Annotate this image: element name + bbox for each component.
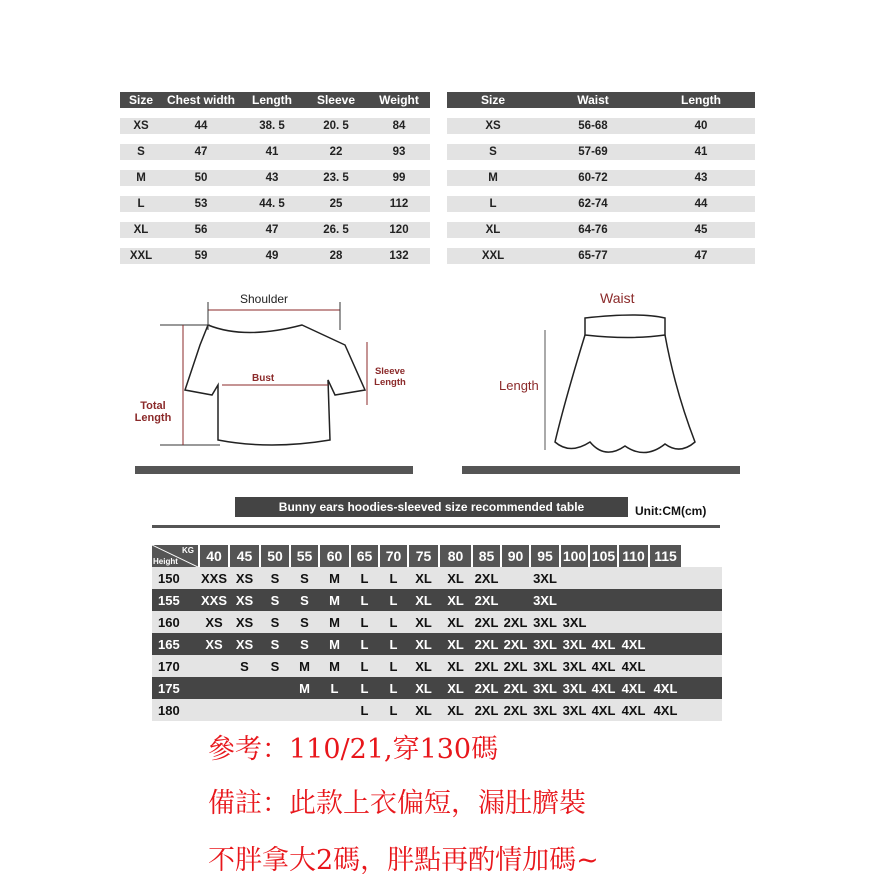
size-cell: XS	[235, 636, 254, 652]
size-cell: 2XL	[474, 636, 499, 652]
table-cell: 62-74	[578, 198, 608, 210]
skirt-diagram-icon	[540, 310, 750, 460]
size-cell: 3XL	[533, 592, 557, 608]
size-cell: XL	[415, 702, 432, 718]
size-cell: XS	[235, 614, 254, 630]
table-row	[447, 118, 755, 134]
height-cell: 170	[158, 658, 180, 674]
length-label: Length	[499, 378, 539, 393]
height-cell: 165	[158, 636, 180, 652]
size-cell: XS	[235, 570, 254, 586]
size-cell: S	[270, 658, 280, 674]
table-row	[152, 589, 722, 611]
total-length-label: Total Length	[134, 400, 172, 424]
size-cell: 4XL	[621, 636, 646, 652]
top-size-table	[120, 92, 430, 264]
weight-header: 105	[590, 545, 617, 567]
table-cell: 41	[694, 146, 708, 158]
table-cell: 26. 5	[323, 224, 349, 236]
size-cell: L	[389, 636, 398, 652]
size-cell: 2XL	[474, 592, 499, 608]
size-cell: XL	[447, 702, 464, 718]
size-cell: 2XL	[503, 702, 528, 718]
size-cell: S	[300, 636, 309, 652]
table-cell: XXL	[129, 250, 153, 262]
weight-header: 75	[409, 545, 438, 567]
size-cell: XL	[447, 658, 464, 674]
size-cell: L	[389, 570, 398, 586]
table-row	[152, 655, 722, 677]
table-cell: 56-68	[578, 120, 608, 132]
unit-label: Unit:CM(cm)	[635, 504, 707, 518]
table-row	[152, 633, 722, 655]
table-cell: XL	[485, 224, 501, 236]
size-cell: L	[389, 702, 398, 718]
size-cell: 3XL	[562, 636, 587, 652]
header-cell: Waist	[577, 93, 609, 107]
weight-header: 85	[473, 545, 500, 567]
weight-header: 90	[502, 545, 529, 567]
size-cell: L	[360, 570, 369, 586]
table-header	[447, 92, 755, 108]
weight-header: 70	[380, 545, 407, 567]
size-cell: 4XL	[621, 702, 646, 718]
table-cell: 25	[329, 198, 343, 210]
table-cell: 50	[194, 172, 208, 184]
table-cell: 44	[694, 198, 708, 210]
recommend-title: Bunny ears hoodies-sleeved size recommended table	[235, 497, 628, 517]
size-cell: L	[360, 702, 369, 718]
table-row	[447, 248, 755, 264]
table-cell: XL	[133, 224, 149, 236]
table-cell: 28	[329, 250, 343, 262]
note-remark: 備註：此款上衣偏短，漏肚臍裝	[208, 788, 586, 819]
waist-label: Waist	[600, 290, 635, 306]
size-cell: XL	[415, 570, 432, 586]
table-cell: 65-77	[578, 250, 608, 262]
table-cell: 45	[694, 224, 708, 236]
size-cell: L	[360, 658, 369, 674]
weight-header: 115	[650, 545, 681, 567]
divider	[152, 525, 720, 528]
size-cell: XL	[447, 592, 464, 608]
table-cell: L	[137, 198, 145, 210]
size-cell: 4XL	[621, 658, 646, 674]
table-row	[120, 248, 430, 264]
weight-header: 95	[531, 545, 559, 567]
table-cell: L	[489, 198, 497, 210]
weight-header: 100	[561, 545, 588, 567]
size-cell: XL	[447, 636, 464, 652]
size-cell: L	[360, 592, 369, 608]
table-row	[152, 611, 722, 633]
size-cell: S	[300, 570, 309, 586]
size-cell: L	[330, 680, 339, 696]
table-cell: M	[488, 172, 498, 184]
size-cell: 2XL	[474, 614, 499, 630]
table-row	[447, 144, 755, 160]
size-cell: S	[270, 614, 280, 630]
table-row	[447, 196, 755, 212]
height-cell: 155	[158, 592, 180, 608]
table-row	[152, 677, 722, 699]
size-cell: 3XL	[562, 702, 587, 718]
size-cell: M	[299, 658, 310, 674]
table-cell: 40	[694, 120, 708, 132]
table-cell: 23. 5	[323, 172, 349, 184]
table-cell: 38. 5	[259, 120, 285, 132]
size-cell: 2XL	[503, 658, 528, 674]
table-cell: 112	[389, 198, 409, 210]
size-cell: 3XL	[562, 658, 587, 674]
table-cell: 20. 5	[323, 120, 349, 132]
size-cell: L	[360, 680, 369, 696]
size-cell: 4XL	[591, 636, 616, 652]
corner-cell	[152, 545, 198, 567]
size-cell: XL	[415, 658, 432, 674]
table-cell: S	[137, 146, 145, 158]
size-cell: XL	[447, 570, 464, 586]
size-cell: 3XL	[533, 702, 557, 718]
size-cell: 3XL	[533, 658, 557, 674]
size-cell: XL	[447, 680, 464, 696]
size-cell: S	[300, 614, 309, 630]
table-cell: 53	[194, 198, 208, 210]
size-cell: 3XL	[562, 614, 587, 630]
table-cell: XXL	[481, 250, 505, 262]
table-cell: 47	[694, 250, 708, 262]
size-cell: M	[299, 680, 310, 696]
size-cell: L	[389, 614, 398, 630]
table-cell: 44	[194, 120, 208, 132]
recommend-table	[152, 545, 722, 721]
table-cell: 49	[265, 250, 279, 262]
shoulder-label: Shoulder	[240, 292, 289, 306]
kg-label: KG	[182, 546, 194, 555]
size-cell: S	[270, 570, 280, 586]
height-label: Height	[153, 557, 178, 566]
weight-header: 80	[440, 545, 471, 567]
size-cell: L	[389, 680, 398, 696]
size-cell: 4XL	[591, 702, 616, 718]
size-cell: 2XL	[474, 658, 499, 674]
size-cell: M	[329, 614, 340, 630]
table-cell: S	[489, 146, 497, 158]
size-cell: L	[389, 658, 398, 674]
header-cell: Weight	[379, 93, 419, 107]
size-cell: 4XL	[653, 702, 678, 718]
size-cell: 4XL	[621, 680, 646, 696]
height-cell: 175	[158, 680, 180, 696]
table-cell: 59	[194, 250, 208, 262]
table-row	[120, 196, 430, 212]
size-cell: XXS	[200, 570, 227, 586]
header-cell: Chest width	[167, 93, 235, 107]
height-cell: 160	[158, 614, 180, 630]
size-cell: S	[240, 658, 249, 674]
size-cell: 2XL	[474, 680, 499, 696]
table-cell: 120	[389, 224, 409, 236]
size-cell: 2XL	[474, 570, 499, 586]
size-cell: L	[360, 636, 369, 652]
table-cell: 64-76	[578, 224, 608, 236]
table-cell: XS	[133, 120, 149, 132]
size-cell: M	[329, 636, 340, 652]
size-cell: 3XL	[533, 570, 557, 586]
size-cell: 3XL	[533, 636, 557, 652]
note-sizing-advice: 不胖拿大2碼，胖點再酌情加碼~	[208, 845, 599, 874]
size-cell: 4XL	[591, 680, 616, 696]
weight-header: 65	[351, 545, 378, 567]
weight-header: 55	[291, 545, 318, 567]
size-cell: 2XL	[503, 680, 528, 696]
table-cell: 41	[265, 146, 279, 158]
header-cell: Length	[681, 93, 721, 107]
table-cell: 57-69	[578, 146, 608, 158]
size-cell: XS	[205, 614, 223, 630]
header-cell: Size	[480, 93, 505, 107]
size-cell: 3XL	[533, 680, 557, 696]
size-cell: XL	[415, 592, 432, 608]
table-row	[152, 699, 722, 721]
divider	[135, 466, 413, 474]
weight-header: 40	[200, 545, 228, 567]
size-cell: 2XL	[503, 636, 528, 652]
size-cell: M	[329, 592, 340, 608]
table-row	[120, 144, 430, 160]
size-cell: L	[389, 592, 398, 608]
weight-header: 50	[261, 545, 289, 567]
size-cell: M	[329, 570, 340, 586]
table-cell: 132	[389, 250, 409, 262]
height-cell: 180	[158, 702, 180, 718]
header-cell: Sleeve	[316, 93, 356, 107]
size-cell: XXS	[200, 592, 227, 608]
size-cell: XL	[415, 614, 432, 630]
table-cell: XS	[485, 120, 501, 132]
size-cell: 4XL	[653, 680, 678, 696]
header-cell: Size	[128, 93, 153, 107]
table-row	[120, 170, 430, 186]
weight-header: 60	[320, 545, 349, 567]
size-cell: XL	[447, 614, 464, 630]
table-row	[447, 170, 755, 186]
table-cell: 44. 5	[259, 198, 285, 210]
size-cell: S	[270, 636, 280, 652]
size-cell: 2XL	[474, 702, 499, 718]
table-cell: 47	[194, 146, 208, 158]
size-cell: XS	[235, 592, 254, 608]
bust-label: Bust	[252, 373, 275, 384]
note-reference: 參考：110/21,穿130碼	[208, 734, 499, 765]
table-cell: 84	[392, 120, 406, 132]
size-cell: L	[360, 614, 369, 630]
size-cell: 3XL	[533, 614, 557, 630]
size-cell: XL	[415, 680, 432, 696]
table-cell: 60-72	[578, 172, 608, 184]
table-cell: 43	[694, 172, 708, 184]
table-row	[120, 118, 430, 134]
table-cell: 43	[265, 172, 279, 184]
table-header	[120, 92, 430, 108]
sleeve-length-label: Sleeve Length	[374, 366, 406, 388]
table-row	[120, 222, 430, 238]
size-cell: 3XL	[562, 680, 587, 696]
height-cell: 150	[158, 570, 180, 586]
size-cell: 4XL	[591, 658, 616, 674]
weight-header: 45	[230, 545, 259, 567]
table-cell: 93	[392, 146, 406, 158]
weight-header: 110	[619, 545, 648, 567]
divider	[462, 466, 740, 474]
table-row	[152, 567, 722, 589]
size-cell: XL	[415, 636, 432, 652]
header-cell: Length	[252, 93, 292, 107]
bottom-size-table	[447, 92, 755, 264]
size-cell: S	[270, 592, 280, 608]
table-row	[447, 222, 755, 238]
size-cell: M	[329, 658, 340, 674]
table-cell: 56	[194, 224, 208, 236]
table-cell: M	[136, 172, 146, 184]
table-cell: 22	[329, 146, 343, 158]
size-cell: S	[300, 592, 309, 608]
table-cell: 47	[265, 224, 279, 236]
table-cell: 99	[392, 172, 406, 184]
size-cell: 2XL	[503, 614, 528, 630]
size-cell: XS	[205, 636, 223, 652]
